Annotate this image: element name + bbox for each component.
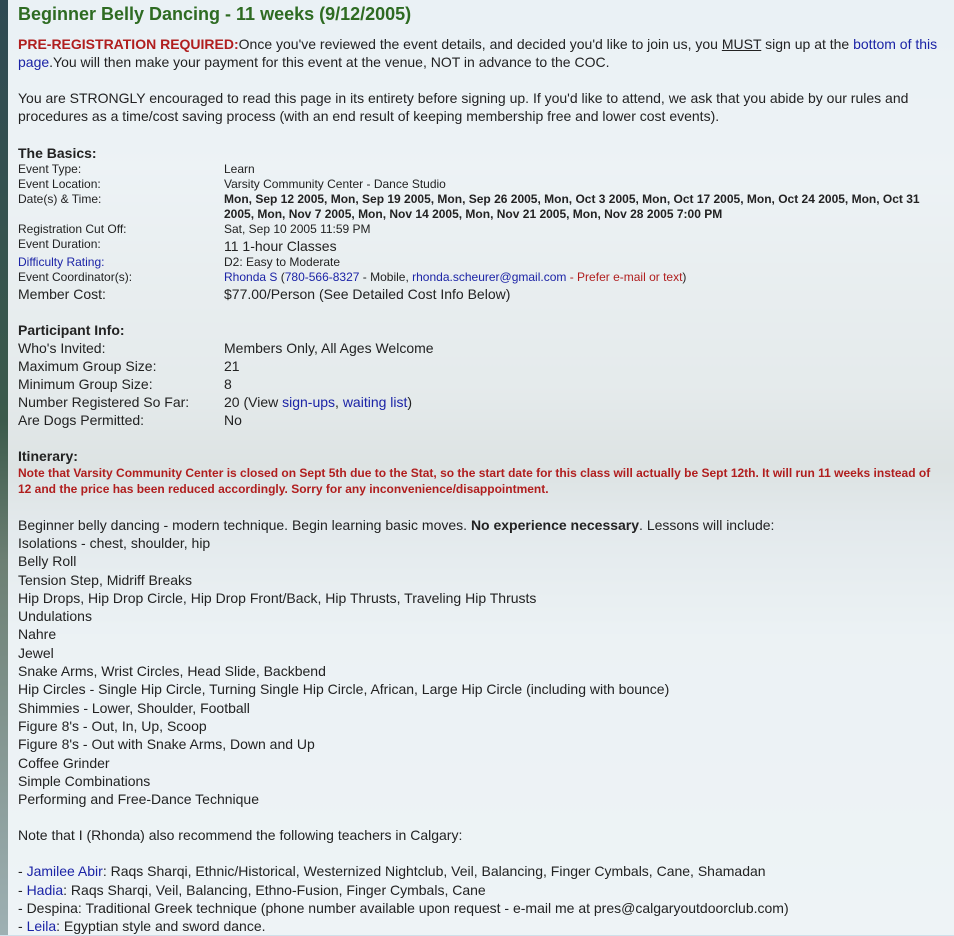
- prereg-text-2: sign up at the: [761, 36, 854, 52]
- list-item: Belly Roll: [18, 553, 77, 570]
- lesson-list: [18, 534, 938, 808]
- itinerary-note: Note that Varsity Community Center is closed on Sept 5th due to the Stat, so the start date for this class will actually be Sept 12th. It will run 11 weeks instead of 12 and the price has been reduced accordingly. Sorry for any inconvenience/disappointment.: [18, 466, 931, 496]
- registered-count: 20 (View: [224, 394, 283, 410]
- cutoff-label: Registration Cut Off:: [18, 222, 127, 236]
- teacher-desc: : Raqs Sharqi, Veil, Balancing, Ethno-Fusion, Finger Cymbals, Cane: [63, 881, 486, 898]
- teacher-item: - Despina: Traditional Greek technique (phone number available upon request - e-mail me at pres@calgaryoutdoorclub.com): [18, 900, 789, 917]
- min-size-label: Minimum Group Size:: [18, 376, 153, 392]
- location-label: Event Location:: [18, 177, 101, 191]
- list-item: Nahre: [18, 626, 57, 643]
- teacher-link[interactable]: Hadia: [26, 881, 64, 898]
- page-title: Beginner Belly Dancing - 11 weeks (9/12/2005): [18, 4, 412, 24]
- coordinator-value: Rhonda S (780-566-8327 - Mobile, rhonda.scheurer@gmail.com - Prefer e-mail or text): [224, 270, 687, 284]
- location-value: Varsity Community Center - Dance Studio: [224, 177, 446, 191]
- description-bold: No experience necessary: [470, 517, 640, 533]
- registered-label: Number Registered So Far:: [18, 394, 190, 410]
- event-type-value: Learn: [224, 162, 255, 176]
- list-item: Simple Combinations: [18, 772, 151, 789]
- description-text: Beginner belly dancing - modern technique. Begin learning basic moves.: [18, 517, 471, 533]
- background-edge: [0, 0, 8, 935]
- cost-value: $77.00/Person (See Detailed Cost Info Below): [224, 286, 511, 302]
- teacher-desc: : Egyptian style and sword dance.: [56, 918, 266, 935]
- itinerary-heading: Itinerary:: [18, 448, 78, 464]
- registered-value: 20 (View sign-ups, waiting list): [224, 394, 413, 410]
- prereg-text-1: Once you've reviewed the event details, and decided you'd like to join us, you: [238, 36, 722, 52]
- list-item: Figure 8's - Out with Snake Arms, Down and Up: [18, 736, 315, 753]
- coordinator-preference: - Prefer e-mail or text: [566, 270, 683, 284]
- coordinator-mobile-text: - Mobile,: [359, 270, 413, 284]
- event-page: [18, 0, 938, 936]
- cutoff-value: Sat, Sep 10 2005 11:59 PM: [224, 222, 371, 236]
- signups-link[interactable]: sign-ups: [282, 394, 336, 410]
- description-paragraph: [18, 516, 938, 534]
- coordinator-label: Event Coordinator(s):: [18, 270, 133, 284]
- dogs-value: No: [224, 412, 242, 428]
- coordinator-name-link[interactable]: Rhonda S: [224, 270, 278, 284]
- dogs-label: Are Dogs Permitted:: [18, 412, 145, 428]
- min-size-value: 8: [224, 376, 232, 392]
- teacher-desc: Despina: Traditional Greek technique (phone number available upon request - e-mail me at pres@calgaryoutdoorclub.com): [26, 900, 789, 917]
- list-item: Shimmies - Lower, Shoulder, Football: [18, 699, 250, 716]
- participant-table: [18, 339, 938, 429]
- teacher-item: - Jamilee Abir: Raqs Sharqi, Ethnic/Historical, Westernized Nightclub, Veil, Balancing, Finger Cymbals, Cane, Shamadan: [18, 863, 766, 880]
- prereg-text-3: .You will then make your payment for this event at the venue, NOT in advance to the COC.: [49, 54, 610, 70]
- max-size-label: Maximum Group Size:: [18, 358, 157, 374]
- difficulty-rating-link[interactable]: Difficulty Rating:: [18, 255, 105, 269]
- prereg-paragraph: [18, 35, 938, 71]
- basics-heading: The Basics:: [18, 145, 97, 161]
- recommend-paragraph: Note that I (Rhonda) also recommend the following teachers in Calgary:: [18, 827, 463, 844]
- prereg-label: PRE-REGISTRATION REQUIRED:: [18, 36, 239, 52]
- list-item: Coffee Grinder: [18, 754, 110, 771]
- list-item: Tension Step, Midriff Breaks: [18, 571, 193, 588]
- list-item: Performing and Free-Dance Technique: [18, 791, 259, 808]
- teacher-item: - Leila: Egyptian style and sword dance.: [18, 918, 266, 935]
- bottom-of-page-link[interactable]: bottom of this page: [18, 36, 938, 70]
- list-item: Hip Circles - Single Hip Circle, Turning Single Hip Circle, African, Large Hip Circle (including with bounce): [18, 681, 670, 698]
- teacher-desc: : Raqs Sharqi, Ethnic/Historical, Westernized Nightclub, Veil, Balancing, Finger Cymbals, Cane, Shamadan: [102, 863, 766, 880]
- teacher-item: - Hadia: Raqs Sharqi, Veil, Balancing, Ethno-Fusion, Finger Cymbals, Cane: [18, 881, 486, 898]
- list-item: Hip Drops, Hip Drop Circle, Hip Drop Front/Back, Hip Thrusts, Traveling Hip Thrusts: [18, 589, 537, 606]
- participant-heading: Participant Info:: [18, 322, 125, 338]
- must-text: MUST: [721, 36, 762, 52]
- cost-label: Member Cost:: [18, 286, 106, 302]
- teacher-list: [18, 862, 938, 935]
- basics-table: [18, 162, 938, 303]
- duration-label: Event Duration:: [18, 237, 101, 251]
- dates-label: Date(s) & Time:: [18, 192, 102, 206]
- encourage-paragraph: You are STRONGLY encouraged to read this page in its entirety before signing up. If you'd like to attend, we ask that you abide by our rules and procedures as a time/cost saving process (with an end result of keeping membership free and lower cost events).: [18, 90, 909, 124]
- difficulty-value: D2: Easy to Moderate: [224, 255, 341, 269]
- invited-value: Members Only, All Ages Welcome: [224, 340, 434, 356]
- description-suffix: . Lessons will include:: [639, 517, 775, 533]
- duration-value: 11 1-hour Classes: [224, 238, 337, 254]
- invited-label: Who's Invited:: [18, 340, 106, 356]
- event-type-label: Event Type:: [18, 162, 82, 176]
- list-item: Snake Arms, Wrist Circles, Head Slide, Backbend: [18, 663, 326, 680]
- list-item: Isolations - chest, shoulder, hip: [18, 535, 211, 551]
- teacher-link[interactable]: Leila: [26, 918, 57, 935]
- coordinator-email-link[interactable]: rhonda.scheurer@gmail.com: [412, 270, 567, 284]
- list-item: Undulations: [18, 608, 92, 625]
- teacher-link[interactable]: Jamilee Abir: [26, 863, 103, 880]
- list-item: Figure 8's - Out, In, Up, Scoop: [18, 717, 207, 734]
- max-size-value: 21: [224, 358, 240, 374]
- coordinator-phone-link[interactable]: 780-566-8327: [284, 270, 360, 284]
- waiting-list-link[interactable]: waiting list: [342, 394, 408, 410]
- dates-value: Mon, Sep 12 2005, Mon, Sep 19 2005, Mon, Sep 26 2005, Mon, Oct 3 2005, Mon, Oct 17 2005, Mon, Oct 24 2005, Mon, Oct 31 2005, Mon, Nov 7 2005, Mon, Nov 14 2005, Mon, Nov 21 2005, Mon, Nov 28 2005 7:00 PM: [224, 192, 920, 221]
- list-item: Jewel: [18, 644, 54, 661]
